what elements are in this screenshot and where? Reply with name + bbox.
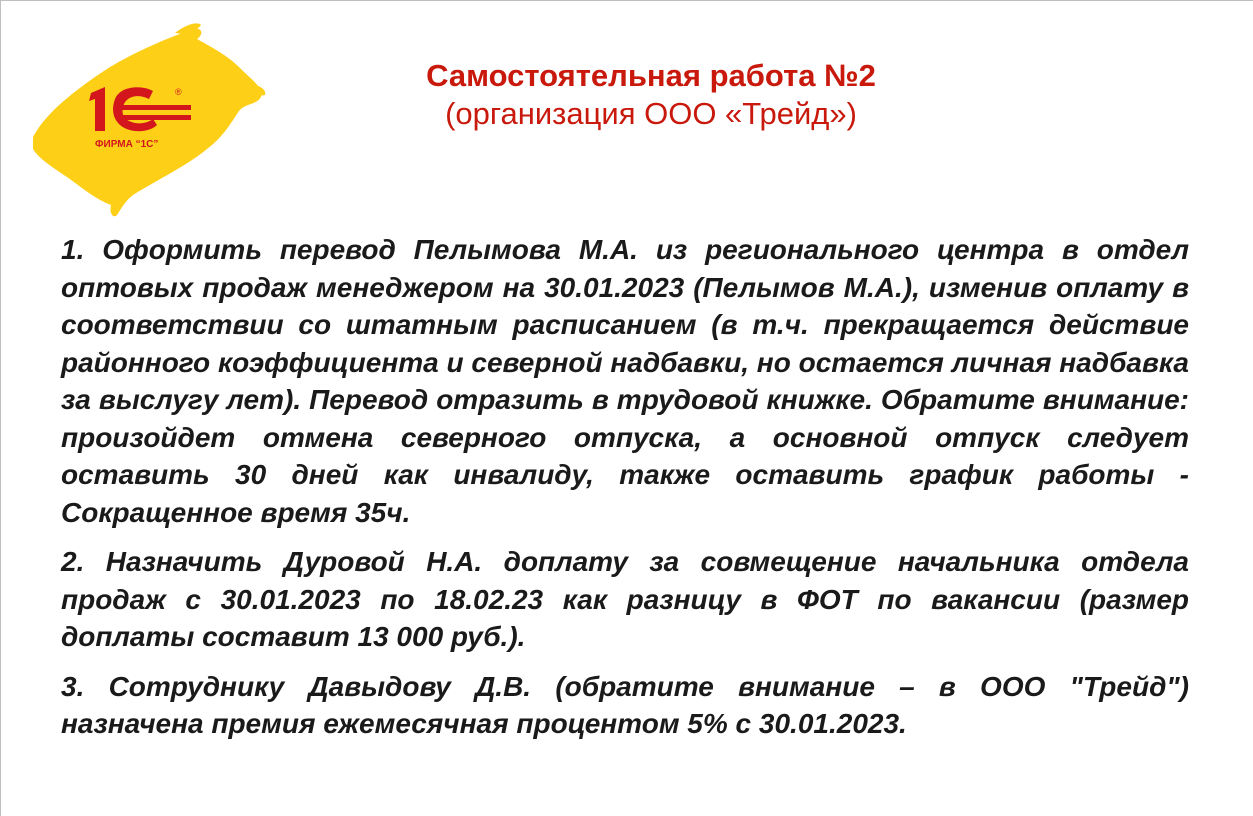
1c-logo xyxy=(25,19,270,219)
task-item-2: 2. Назначить Дуровой Н.А. доплату за совмещение начальника отдела продаж с 30.01.2023 по 18.02.23 как разницу в ФОТ по вакансии (размер доплаты составит 13 000 руб.). xyxy=(61,546,1189,652)
task-item-1: 1. Оформить перевод Пелымова М.А. из регионального центра в отдел оптовых продаж менеджером на 30.01.2023 (Пелымов М.А.), изменив оплату в соответствии со штатным расписанием (в т.ч. прекращается действие районного коэффициента и северной надбавки, но остается личная надбавка за выслугу лет). Перевод отразить в трудовой книжке. Обратите внимание: произойдет отмена северного отпуска, а основной отпуск следует оставить 30 дней как инвалиду, также оставить график работы - Сокращенное время 35ч. xyxy=(61,234,1189,528)
page-header xyxy=(301,57,1001,133)
page-subtitle: (организация ООО «Трейд») xyxy=(445,96,857,131)
task-item-3: 3. Сотруднику Давыдову Д.В. (обратите внимание – в ООО "Трейд") назначена премия ежемесячная процентом 5% с 30.01.2023. xyxy=(61,670,1189,739)
1c-logo-icon xyxy=(25,19,270,219)
logo-caption: ФИРМА “1С” xyxy=(95,139,159,150)
page-title: Самостоятельная работа №2 xyxy=(426,58,876,93)
task-list xyxy=(61,231,1189,755)
logo-registered: ® xyxy=(175,87,182,97)
